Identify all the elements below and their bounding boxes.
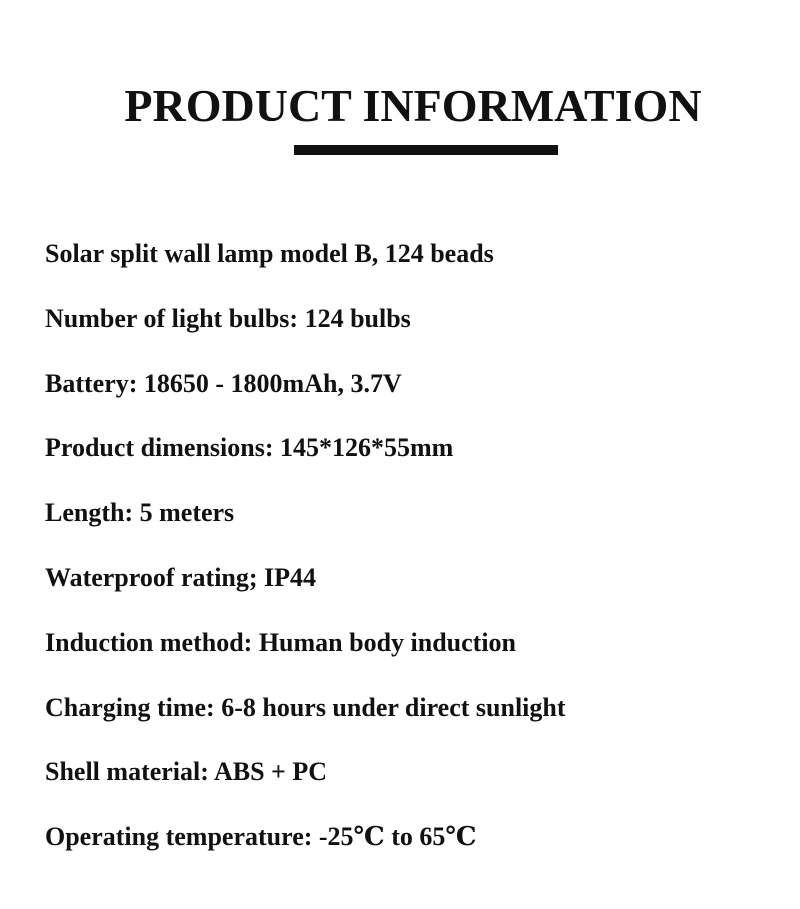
spec-bulb-count: Number of light bulbs: 124 bulbs bbox=[45, 303, 411, 333]
title-underline-bar bbox=[294, 145, 558, 155]
spec-list bbox=[45, 232, 566, 880]
spec-battery: Battery: 18650 - 1800mAh, 3.7V bbox=[45, 368, 402, 398]
spec-induction-method: Induction method: Human body induction bbox=[45, 627, 517, 657]
page-title: PRODUCT INFORMATION bbox=[124, 80, 702, 131]
spec-dimensions: Product dimensions: 145*126*55mm bbox=[45, 433, 454, 463]
spec-charging-time: Charging time: 6-8 hours under direct sunlight bbox=[45, 692, 566, 722]
spec-length: Length: 5 meters bbox=[45, 498, 235, 528]
spec-operating-temperature: Operating temperature: -25℃ to 65℃ bbox=[45, 822, 477, 852]
spec-waterproof-rating: Waterproof rating; IP44 bbox=[45, 562, 317, 592]
spec-shell-material: Shell material: ABS + PC bbox=[45, 757, 328, 787]
spec-model: Solar split wall lamp model B, 124 beads bbox=[45, 239, 494, 268]
